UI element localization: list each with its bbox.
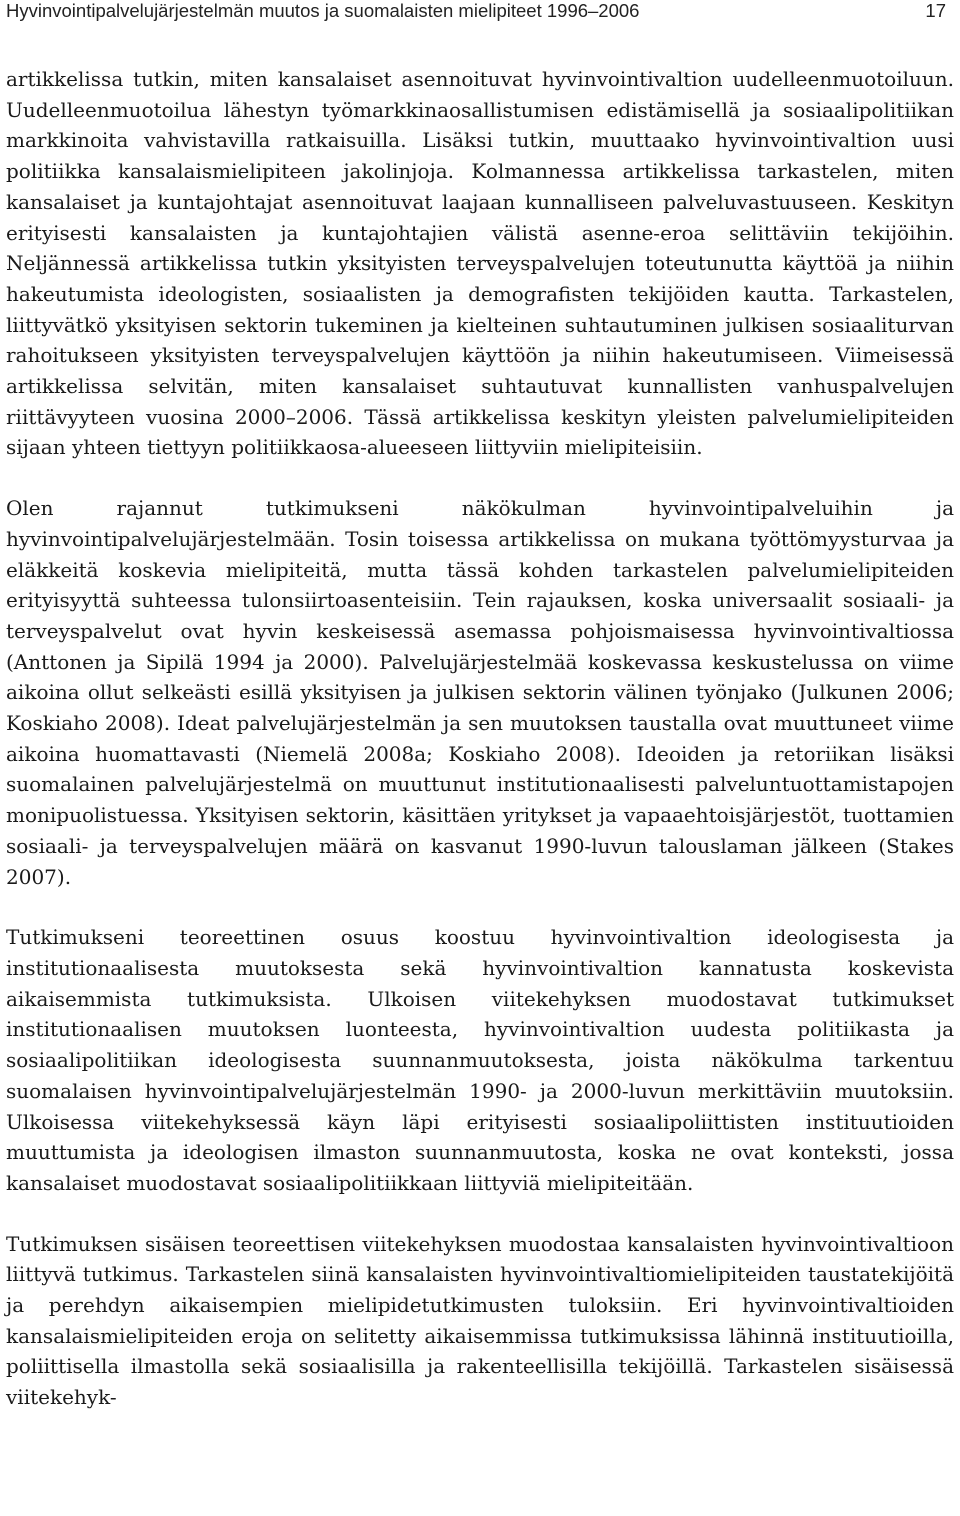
running-title: Hyvinvointipalvelujärjestelmän muutos ja suomalaisten mielipiteet 1996–2006 (6, 0, 640, 21)
paragraph: artikkelissa tutkin, miten kansalaiset asennoituvat hyvinvointivaltion uudelleenmuotoiluun. Uudelleenmuotoilua lähestyn työmarkkinaosallistumisen edistämisellä ja sosiaalipolitiikan markkinoita vahvistavilla ratkaisuilla. Lisäksi tutkin, muuttaako hyvinvointivaltion uusi politiikka kansalaismielipiteen jakolinjoja. Kolmannessa artikkelissa tarkastelen, miten kansalaiset ja kuntajohtajat asennoituvat laajaan kunnalliseen palveluvastuuseen. Keskityn erityisesti kansalaisten ja kuntajohtajien välistä asenne-eroa selittäviin tekijöihin. Neljännessä artikkelissa tutkin yksityisten terveyspalvelujen toteutunutta käyttöä ja niihin hakeutumista ideologisten, sosiaalisten ja demografisten tekijöiden kautta. Tarkastelen, liittyvätkö yksityisen sektorin tukeminen ja kielteinen suhtautuminen julkisen sosiaaliturvan rahoitukseen yksityisten terveyspalvelujen käyttöön ja niihin hakeutumiseen. Viimeisessä artikkelissa selvitän, miten kansalaiset suhtautuvat kunnallisten vanhuspalvelujen riittävyyteen vuosina 2000–2006. Tässä artikkelissa keskityn yleisten palvelumielipiteiden sijaan yhteen tiettyyn politiikkaosa-alueeseen liittyviin mielipiteisiin. (6, 67, 954, 460)
paragraph: Tutkimukseni teoreettinen osuus koostuu hyvinvointivaltion ideologisesta ja institutionaalisesta muutoksesta sekä hyvinvointivaltion kannatusta koskevista aikaisemmista tutkimuksista. Ulkoisen viitekehyksen muodostavat tutkimukset institutionaalisen muutoksen luonteesta, hyvinvointivaltion uudesta politiikasta ja sosiaalipolitiikan ideologisesta suunnanmuutoksesta, joista näkökulma tarkentuu suomalaisen hyvinvointipalvelujärjestelmän 1990- ja 2000-luvun merkittäviin muutoksiin. Ulkoisessa viitekehyksessä käyn läpi erityisesti sosiaalipoliittisten instituutioiden muuttumista ja ideologisen ilmaston suunnanmuutosta, koska ne ovat konteksti, jossa kansalaiset muodostavat sosiaalipolitiikkaan liittyviä mielipiteitään. (6, 925, 954, 1195)
paragraph: Tutkimuksen sisäisen teoreettisen viitekehyksen muodostaa kansalaisten hyvinvointivaltioon liittyvä tutkimus. Tarkastelen siinä kansalaisten hyvinvointivaltiomielipiteiden taustatekijöitä ja perehdyn aikaisempien mielipidetutkimusten tuloksiin. Eri hyvinvointivaltioiden kansalaismielipiteiden eroja on selitetty aikaisemmissa tutkimuksissa lähinnä instituutioilla, poliittisella ilmastolla sekä sosiaalisilla ja rakenteellisilla tekijöillä. Tarkastelen sisäisessä viitekehyk- (6, 1231, 954, 1410)
body-text (6, 64, 954, 1413)
running-header (6, 0, 950, 30)
paragraph: Olen rajannut tutkimukseni näkökulman hyvinvointipalveluihin ja hyvinvointipalvelujärjestelmään. Tosin toisessa artikkelissa on mukana työttömyysturvaa ja eläkkeitä koskevia mielipiteitä, mutta tässä kohden tarkastelen palvelumielipiteiden erityisyyttä suhteessa tulonsiirtoasenteisiin. Tein rajauksen, koska universaalit sosiaali- ja terveyspalvelut ovat hyvin keskeisessä asemassa pohjoismaisessa hyvinvointivaltiossa (Anttonen ja Sipilä 1994 ja 2000). Palvelujärjestelmää koskevassa keskustelussa on viime aikoina ollut selkeästi esillä yksityisen ja julkisen sektorin välinen työnjako (Julkunen 2006; Koskiaho 2008). Ideat palvelujärjestelmän ja sen muutoksen taustalla ovat muuttuneet viime aikoina huomattavasti (Niemelä 2008a; Koskiaho 2008). Ideoiden ja retoriikan lisäksi suomalainen palvelujärjestelmä on muuttunut institutionaalisesti palveluntuottamistapojen monipuolistuessa. Yksityisen sektorin, käsittäen yritykset ja vapaaehtoisjärjestöt, tuottamien sosiaali- ja terveyspalvelujen määrä on kasvanut 1990-luvun talouslaman jälkeen (Stakes 2007). (6, 496, 954, 889)
page-number: 17 (925, 0, 946, 21)
